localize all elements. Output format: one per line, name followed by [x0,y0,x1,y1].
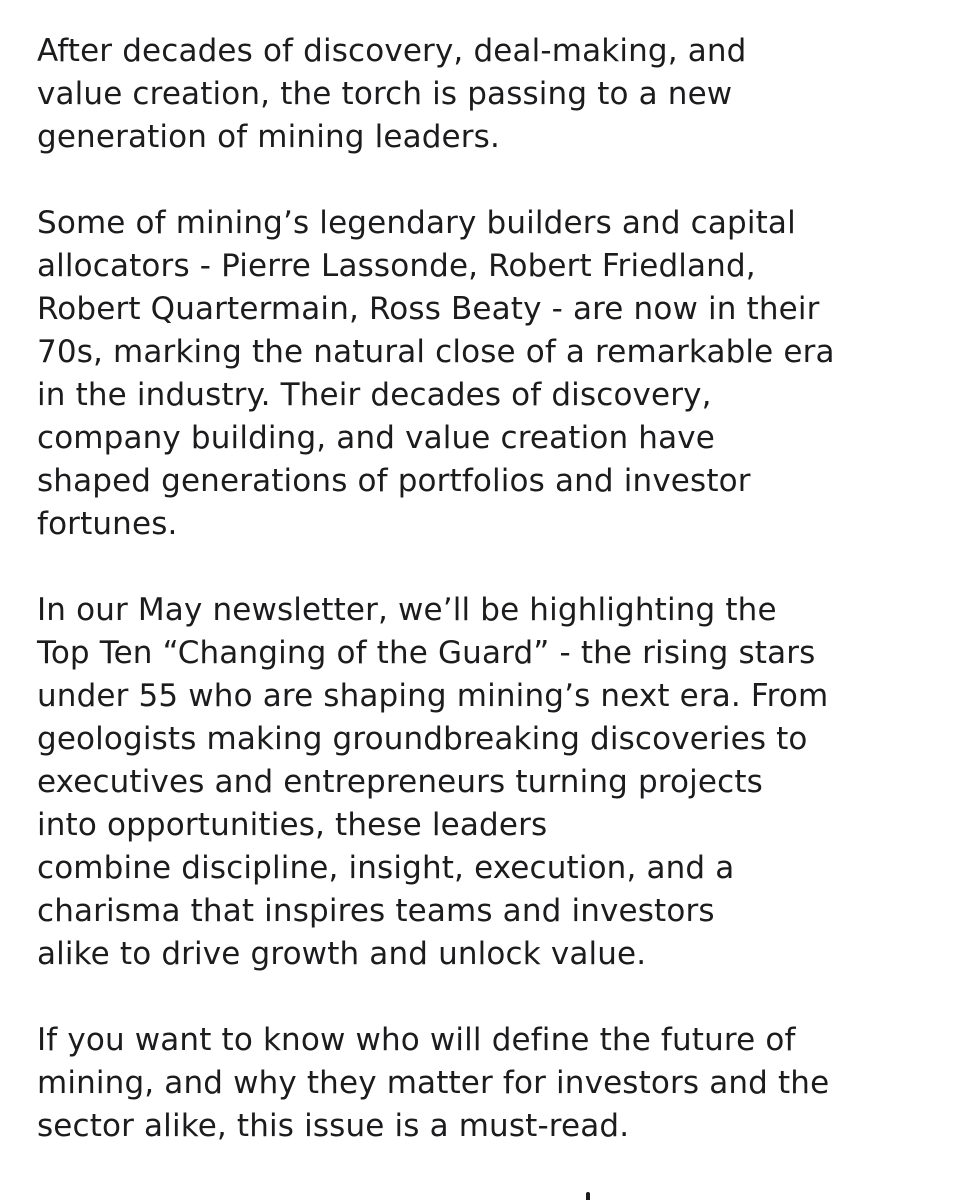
paragraph-newsletter [37,589,937,976]
text-line: alike to drive growth and unlock value. [37,936,647,972]
text-line: charisma that inspires teams and investors [37,893,715,929]
text-line: into opportunities, these leaders [37,807,548,843]
text-line: fortunes. [37,506,178,542]
text-line: 70s, marking the natural close of a remarkable era [37,334,835,370]
text-line: company building, and value creation have [37,420,715,456]
text-line: generation of mining leaders. [37,119,500,155]
text-line: executives and entrepreneurs turning projects [37,764,763,800]
cropped-text-fragment [586,1192,590,1200]
paragraph-closing [37,1019,937,1148]
text-line: in the industry. Their decades of discovery, [37,377,712,413]
text-line: sector alike, this issue is a must-read. [37,1108,630,1144]
text-line: shaped generations of portfolios and investor [37,463,751,499]
paragraph-legends [37,202,937,546]
text-line: After decades of discovery, deal-making, and [37,33,747,69]
text-line: Top Ten “Changing of the Guard” - the rising stars [37,635,816,671]
text-line: allocators - Pierre Lassonde, Robert Friedland, [37,248,756,284]
text-line: Some of mining’s legendary builders and capital [37,205,796,241]
text-line: under 55 who are shaping mining’s next era. From [37,678,829,714]
text-line: In our May newsletter, we’ll be highlighting the [37,592,777,628]
document-body [37,30,937,1191]
text-line: combine discipline, insight, execution, and a [37,850,735,886]
text-line: value creation, the torch is passing to a new [37,76,733,112]
paragraph-intro [37,30,937,159]
text-line: mining, and why they matter for investors and the [37,1065,830,1101]
text-line: Robert Quartermain, Ross Beaty - are now in their [37,291,820,327]
text-line: geologists making groundbreaking discoveries to [37,721,808,757]
text-line: If you want to know who will define the future of [37,1022,796,1058]
